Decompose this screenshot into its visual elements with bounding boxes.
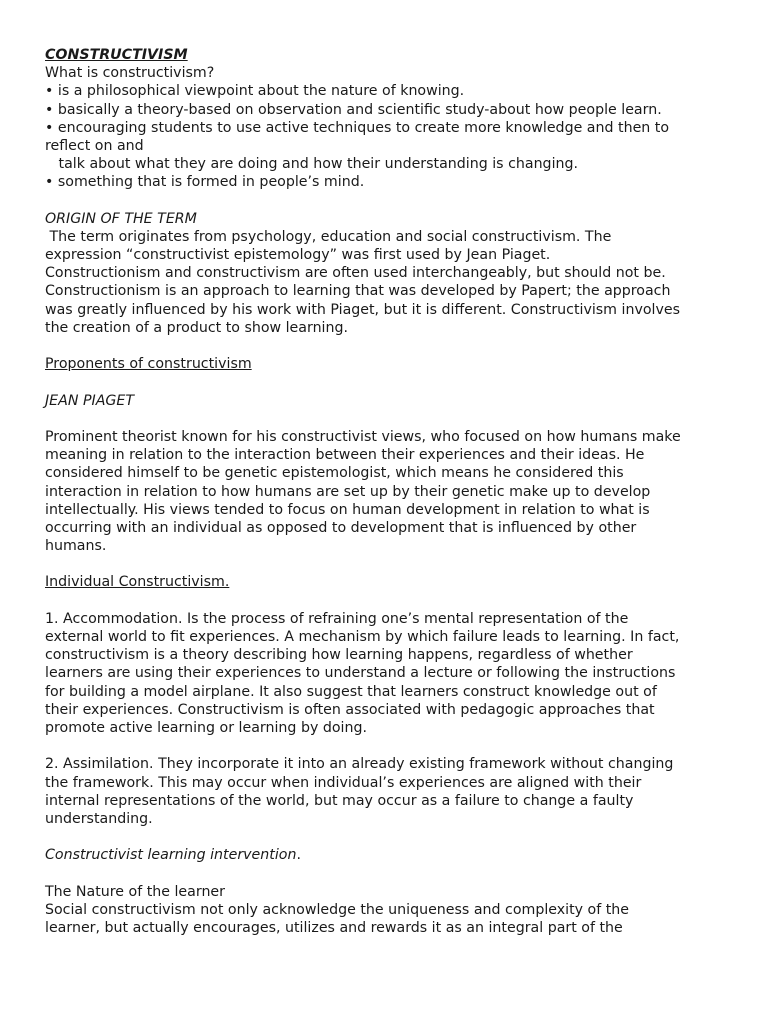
learner-line: Social constructivism not only acknowledge the uniqueness and complexity of the xyxy=(45,901,630,918)
piaget-line: intellectually. His views tended to focus on human development in relation to what is xyxy=(45,501,650,518)
intervention-heading: Constructivist learning intervention xyxy=(45,847,297,864)
assimilation-line: the framework. This may occur when individual’s experiences are aligned with their xyxy=(45,774,642,791)
document-title: CONSTRUCTIVISM xyxy=(45,47,188,63)
individual-heading: Individual Constructivism. xyxy=(45,574,230,591)
accommodation-line: for building a model airplane. It also suggest that learners construct knowledge out of xyxy=(45,683,657,700)
accommodation-line: promote active learning or learning by doing. xyxy=(45,719,367,736)
proponents-heading: Proponents of constructivism xyxy=(45,356,252,373)
intervention-heading-line xyxy=(45,846,735,864)
origin-line: Constructionism and constructivism are often used interchangeably, but should not be. xyxy=(45,265,666,282)
bullet-4: • something that is formed in people’s mind. xyxy=(45,174,365,191)
origin-line: was greatly influenced by his work with Piaget, but it is different. Constructivism involves xyxy=(45,301,680,318)
origin-line: the creation of a product to show learning. xyxy=(45,319,349,336)
piaget-line: occurring with an individual as opposed to development that is influenced by other xyxy=(45,519,637,536)
learner-line: learner, but actually encourages, utilizes and rewards it as an integral part of the xyxy=(45,920,623,936)
assimilation-line: internal representations of the world, but may occur as a failure to change a faulty xyxy=(45,792,634,809)
piaget-line: Prominent theorist known for his constructivist views, who focused on how humans make xyxy=(45,428,681,445)
intro-question: What is constructivism? xyxy=(45,65,215,82)
piaget-line: considered himself to be genetic epistemologist, which means he considered this xyxy=(45,465,624,482)
piaget-line: interaction in relation to how humans are set up by their genetic make up to develop xyxy=(45,483,651,500)
origin-heading: ORIGIN OF THE TERM xyxy=(45,210,197,227)
bullet-2: • basically a theory-based on observation and scientific study-about how people learn. xyxy=(45,101,662,118)
assimilation-line: understanding. xyxy=(45,810,153,827)
accommodation-line: learners are using their experiences to understand a lecture or following the instructions xyxy=(45,665,676,682)
learner-heading: The Nature of the learner xyxy=(45,883,225,900)
bullet-3-cont-2: talk about what they are doing and how their understanding is changing. xyxy=(45,156,579,173)
piaget-line: meaning in relation to the interaction between their experiences and their ideas. He xyxy=(45,447,645,464)
assimilation-line: 2. Assimilation. They incorporate it into an already existing framework without changing xyxy=(45,756,674,773)
bullet-1: • is a philosophical viewpoint about the nature of knowing. xyxy=(45,83,465,100)
piaget-heading: JEAN PIAGET xyxy=(45,392,135,409)
origin-line: Constructionism is an approach to learning that was developed by Papert; the approach xyxy=(45,283,671,300)
origin-line: expression “constructivist epistemology” was first used by Jean Piaget. xyxy=(45,247,551,264)
document-page xyxy=(45,46,735,937)
accommodation-line: their experiences. Constructivism is often associated with pedagogic approaches that xyxy=(45,701,655,718)
intervention-period: . xyxy=(296,847,301,864)
piaget-line: humans. xyxy=(45,538,107,555)
accommodation-line: constructivism is a theory describing how learning happens, regardless of whether xyxy=(45,647,633,664)
accommodation-line: 1. Accommodation. Is the process of refraining one’s mental representation of the xyxy=(45,610,629,627)
origin-line: The term originates from psychology, education and social constructivism. The xyxy=(45,228,612,245)
bullet-3-cont: reflect on and xyxy=(45,137,144,154)
bullet-3: • encouraging students to use active techniques to create more knowledge and then to xyxy=(45,119,670,136)
accommodation-line: external world to fit experiences. A mechanism by which failure leads to learning. In fact, xyxy=(45,629,680,645)
